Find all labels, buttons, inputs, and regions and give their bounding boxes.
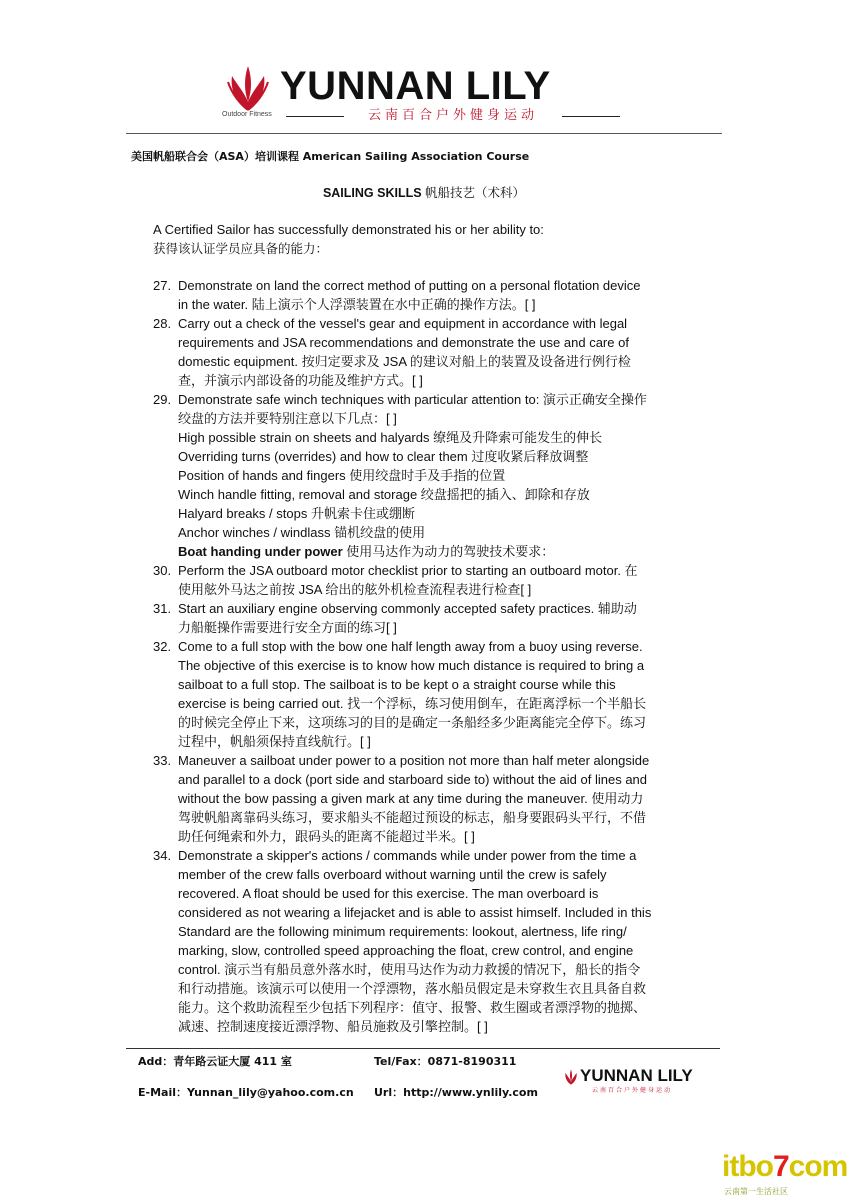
- item-line: 力船艇操作需要进行安全方面的练习[ ]: [178, 620, 397, 635]
- item-line: in the water. 陆上演示个人浮漂装置在水中正确的操作方法。[ ]: [178, 297, 536, 312]
- item-number: 33.: [153, 753, 172, 768]
- header-divider: [126, 133, 722, 134]
- item-line: 减速、控制速度接近漂浮物、船员施救及引擎控制。[ ]: [178, 1019, 488, 1034]
- item-line: sailboat to a full stop. The sailboat is to be kept o a straight course while this: [178, 677, 616, 692]
- footer-address: Add：青年路云证大厦 411 室: [138, 1055, 292, 1068]
- item-line: Standard are the following minimum requirements: lookout, alertness, life ring/: [178, 924, 627, 939]
- page-title-en: SAILING SKILLS: [322, 186, 422, 200]
- footer-email[interactable]: E-Mail：Yunnan_lily@yahoo.com.cn: [138, 1086, 354, 1099]
- intro-en: A Certified Sailor has successfully demonstrated his or her ability to:: [153, 222, 544, 237]
- brand-tagline: Outdoor Fitness: [222, 111, 272, 118]
- item-line: domestic equipment. 按归定要求及 JSA 的建议对船上的装置及设备进行例行检: [178, 354, 631, 369]
- item-line: 驾驶帆船离靠码头练习，要求船头不能超过预设的标志，船身要跟码头平行，不借: [178, 810, 647, 825]
- item-line: Carry out a check of the vessel's gear and equipment in accordance with legal: [178, 316, 628, 331]
- item-line: Perform the JSA outboard motor checklist prior to starting an outboard motor. 在: [178, 563, 638, 578]
- item-line: recovered. A float should be used for this exercise. The man overboard is: [178, 886, 599, 901]
- item-number: 31.: [153, 601, 172, 616]
- item-line: 的时候完全停止下来，这项练习的目的是确定一条船经多少距离能完全停下。练习: [178, 715, 647, 730]
- item-line: considered as not wearing a lifejacket and is able to assist himself. Included in this: [178, 905, 652, 920]
- item-number: 29.: [153, 392, 172, 407]
- item-line: 过程中，帆船须保持直线航行。[ ]: [178, 734, 371, 749]
- brand-name: YUNNAN LILY: [280, 64, 551, 108]
- item-line: Come to a full stop with the bow one half length away from a buoy using reverse.: [178, 639, 643, 654]
- item-line: 和行动措施。该演示可以使用一个浮漂物，落水船员假定是未穿救生衣且具备自救: [178, 981, 647, 996]
- item-line: The objective of this exercise is to know how much distance is required to bring a: [178, 658, 645, 673]
- item-line: 能力。这个救助流程至少包括下列程序：值守、报警、救生圈或者漂浮物的抛掷、: [178, 1000, 647, 1015]
- item-number: 34.: [153, 848, 172, 863]
- item-line: 绞盘的方法并要特别注意以下几点：[ ]: [178, 411, 397, 426]
- page-title-cn: 帆船技艺（术科）: [425, 185, 526, 200]
- footer-divider: [126, 1048, 720, 1049]
- footer-tel: Tel/Fax：0871-8190311: [374, 1055, 517, 1068]
- intro-cn: 获得该认证学员应具备的能力：: [153, 241, 329, 256]
- item-line: and parallel to a dock (port side and starboard side to) without the aid of lines and: [178, 772, 648, 787]
- watermark-logo: [722, 1150, 847, 1184]
- winch-point: Winch handle fitting, removal and storage 绞盘摇把的插入、卸除和存放: [178, 487, 590, 502]
- watermark-subtitle: 云南第一生活社区: [724, 1187, 788, 1196]
- item-number: 30.: [153, 563, 172, 578]
- item-line: Start an auxiliary engine observing commonly accepted safety practices. 辅助动: [178, 601, 637, 616]
- winch-point: High possible strain on sheets and halyards 缭绳及升降索可能发生的伸长: [178, 430, 603, 445]
- item-line: without the bow passing a given mark at any time during the maneuver. 使用动力: [178, 791, 644, 806]
- item-line: Demonstrate a skipper's actions / commands while under power from the time a: [178, 848, 637, 863]
- lily-logo-icon: [222, 62, 274, 114]
- item-number: 32.: [153, 639, 172, 654]
- item-line: control. 演示当有船员意外落水时，使用马达作为动力救援的情况下，船长的指令: [178, 962, 641, 977]
- footer-brand-subtitle: 云南百合户外健身运动: [592, 1087, 673, 1094]
- page-title: [0, 183, 848, 201]
- lily-logo-icon: [562, 1068, 580, 1086]
- item-line: member of the crew falls overboard without warning until the crew is safely: [178, 867, 607, 882]
- watermark-part-b: 7: [772, 1150, 789, 1183]
- item-number: 27.: [153, 278, 172, 293]
- section-heading-en: Boat handing under power: [178, 544, 343, 559]
- footer-brand-name: YUNNAN LILY: [580, 1066, 693, 1085]
- section-heading: [178, 542, 554, 561]
- item-line: Demonstrate on land the correct method of putting on a personal flotation device: [178, 278, 641, 293]
- item-number: 28.: [153, 316, 172, 331]
- winch-point: Position of hands and fingers 使用绞盘时手及手指的位置: [178, 468, 506, 483]
- item-line: Demonstrate safe winch techniques with particular attention to: 演示正确安全操作: [178, 392, 647, 407]
- item-line: requirements and JSA recommendations and demonstrate the use and care of: [178, 335, 629, 350]
- item-line: 使用舷外马达之前按 JSA 给出的舷外机检查流程表进行检查[ ]: [178, 582, 532, 597]
- section-heading-cn: 使用马达作为动力的驾驶技术要求：: [346, 544, 555, 559]
- item-line: marking, slow, controlled speed approaching the float, crew control, and engine: [178, 943, 634, 958]
- winch-point: Anchor winches / windlass 锚机绞盘的使用: [178, 525, 426, 540]
- winch-point: Overriding turns (overrides) and how to clear them 过度收紧后释放调整: [178, 449, 589, 464]
- footer-url[interactable]: Url：http://www.ynlily.com: [374, 1086, 538, 1099]
- subtitle-rule-right: [562, 116, 620, 117]
- winch-point: Halyard breaks / stops 升帆索卡住或绷断: [178, 506, 415, 521]
- item-line: Maneuver a sailboat under power to a position not more than half meter alongside: [178, 753, 650, 768]
- brand-subtitle: 云南百合户外健身运动: [367, 108, 538, 123]
- watermark-part-c: com: [788, 1150, 848, 1183]
- brand-subtitle-row: [286, 108, 620, 124]
- course-line: 美国帆船联合会（ASA）培训课程 American Sailing Association Course: [131, 150, 530, 163]
- item-line: 查，并演示内部设备的功能及维护方式。[ ]: [178, 373, 423, 388]
- item-line: exercise is being carried out. 找一个浮标，练习使用倒车，在距离浮标一个半船长: [178, 696, 647, 711]
- item-line: 助任何绳索和外力，跟码头的距离不能超过半米。[ ]: [178, 829, 475, 844]
- watermark-part-a: itbo: [722, 1150, 773, 1183]
